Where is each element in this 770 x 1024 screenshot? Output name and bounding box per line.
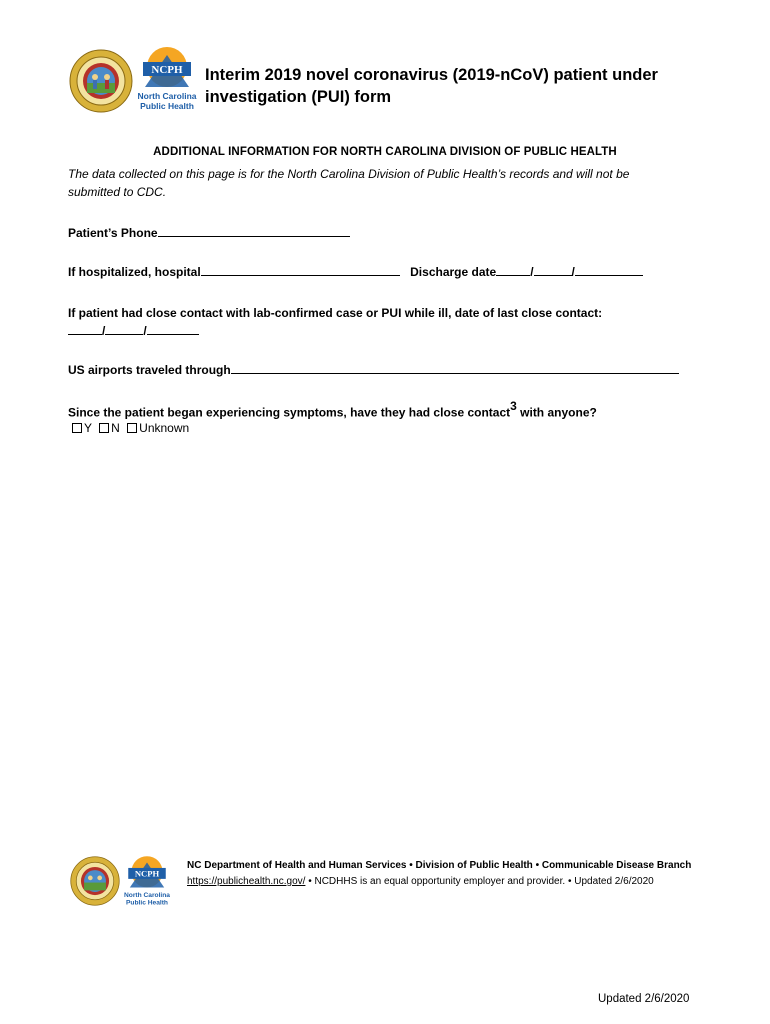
discharge-month-field[interactable] — [496, 263, 530, 276]
hospital-field[interactable] — [201, 263, 400, 276]
footnote-marker: 3 — [510, 399, 517, 413]
footer-website-link[interactable]: https://publichealth.nc.gov/ — [187, 876, 306, 887]
date-separator: / — [571, 265, 575, 279]
nc-state-seal-logo-small — [70, 856, 120, 906]
page-updated-date: Updated 2/6/2020 — [598, 993, 690, 1005]
ncph-logo-line1: North Carolina — [137, 91, 197, 101]
contact-day-field[interactable] — [105, 322, 143, 335]
airports-field[interactable] — [231, 361, 679, 374]
airports-row — [68, 361, 679, 379]
section-intro: The data collected on this page is for the North Carolina Division of Public Health’s records and will not be submitted to CDC. — [68, 167, 630, 199]
ncph-logo-small-line2: Public Health — [126, 899, 168, 907]
close-contact-row — [68, 304, 602, 322]
form-title: Interim 2019 novel coronavirus (2019-nCoV) patient under investigation (PUI) form — [205, 66, 658, 106]
date-separator: / — [143, 324, 147, 338]
date-separator: / — [102, 324, 106, 338]
close-contact-date-row — [68, 322, 199, 340]
close-contact-label: If patient had close contact with lab-confirmed case or PUI while ill, date of last close contact: — [68, 306, 603, 320]
option-y-label: Y — [84, 421, 92, 435]
patient-phone-label: Patient’s Phone — [68, 226, 158, 240]
patient-phone-row — [68, 224, 350, 242]
hospital-label: If hospitalized, hospital — [68, 265, 201, 279]
discharge-day-field[interactable] — [534, 263, 572, 276]
section-heading: ADDITIONAL INFORMATION FOR NORTH CAROLINA DIVISION OF PUBLIC HEALTH — [153, 146, 617, 158]
checkbox-n[interactable] — [99, 423, 109, 433]
footer-info-line — [187, 876, 654, 887]
discharge-date-label: Discharge date — [410, 265, 497, 279]
symptoms-question-end: with anyone? — [516, 405, 597, 420]
footer-department-line: NC Department of Health and Human Services • Division of Public Health • Communicable Disease Branch — [187, 860, 692, 871]
ncph-logo-small — [122, 856, 172, 908]
contact-month-field[interactable] — [68, 322, 102, 335]
contact-year-field[interactable] — [147, 322, 199, 335]
airports-label: US airports traveled through — [68, 363, 231, 377]
symptoms-options — [72, 421, 189, 435]
ncph-logo — [135, 47, 199, 113]
checkbox-y[interactable] — [72, 423, 82, 433]
nc-state-seal-logo — [69, 49, 133, 113]
option-unknown-label: Unknown — [139, 421, 190, 435]
ncph-logo-text: NCPH — [151, 64, 183, 76]
symptoms-question-row — [68, 399, 597, 421]
date-separator: / — [530, 265, 534, 279]
discharge-year-field[interactable] — [575, 263, 643, 276]
footer-info-text: • NCDHHS is an equal opportunity employer and provider. • Updated 2/6/2020 — [305, 876, 654, 887]
ncph-logo-line2: Public Health — [140, 101, 194, 111]
ncph-logo-small-line1: North Carolina — [123, 891, 171, 899]
ncph-logo-small-text: NCPH — [134, 868, 160, 879]
patient-phone-field[interactable] — [158, 224, 350, 237]
symptoms-question: Since the patient began experiencing symptoms, have they had close contact — [68, 405, 511, 420]
option-n-label: N — [111, 421, 120, 435]
checkbox-unknown[interactable] — [127, 423, 137, 433]
hospital-row — [68, 263, 643, 281]
